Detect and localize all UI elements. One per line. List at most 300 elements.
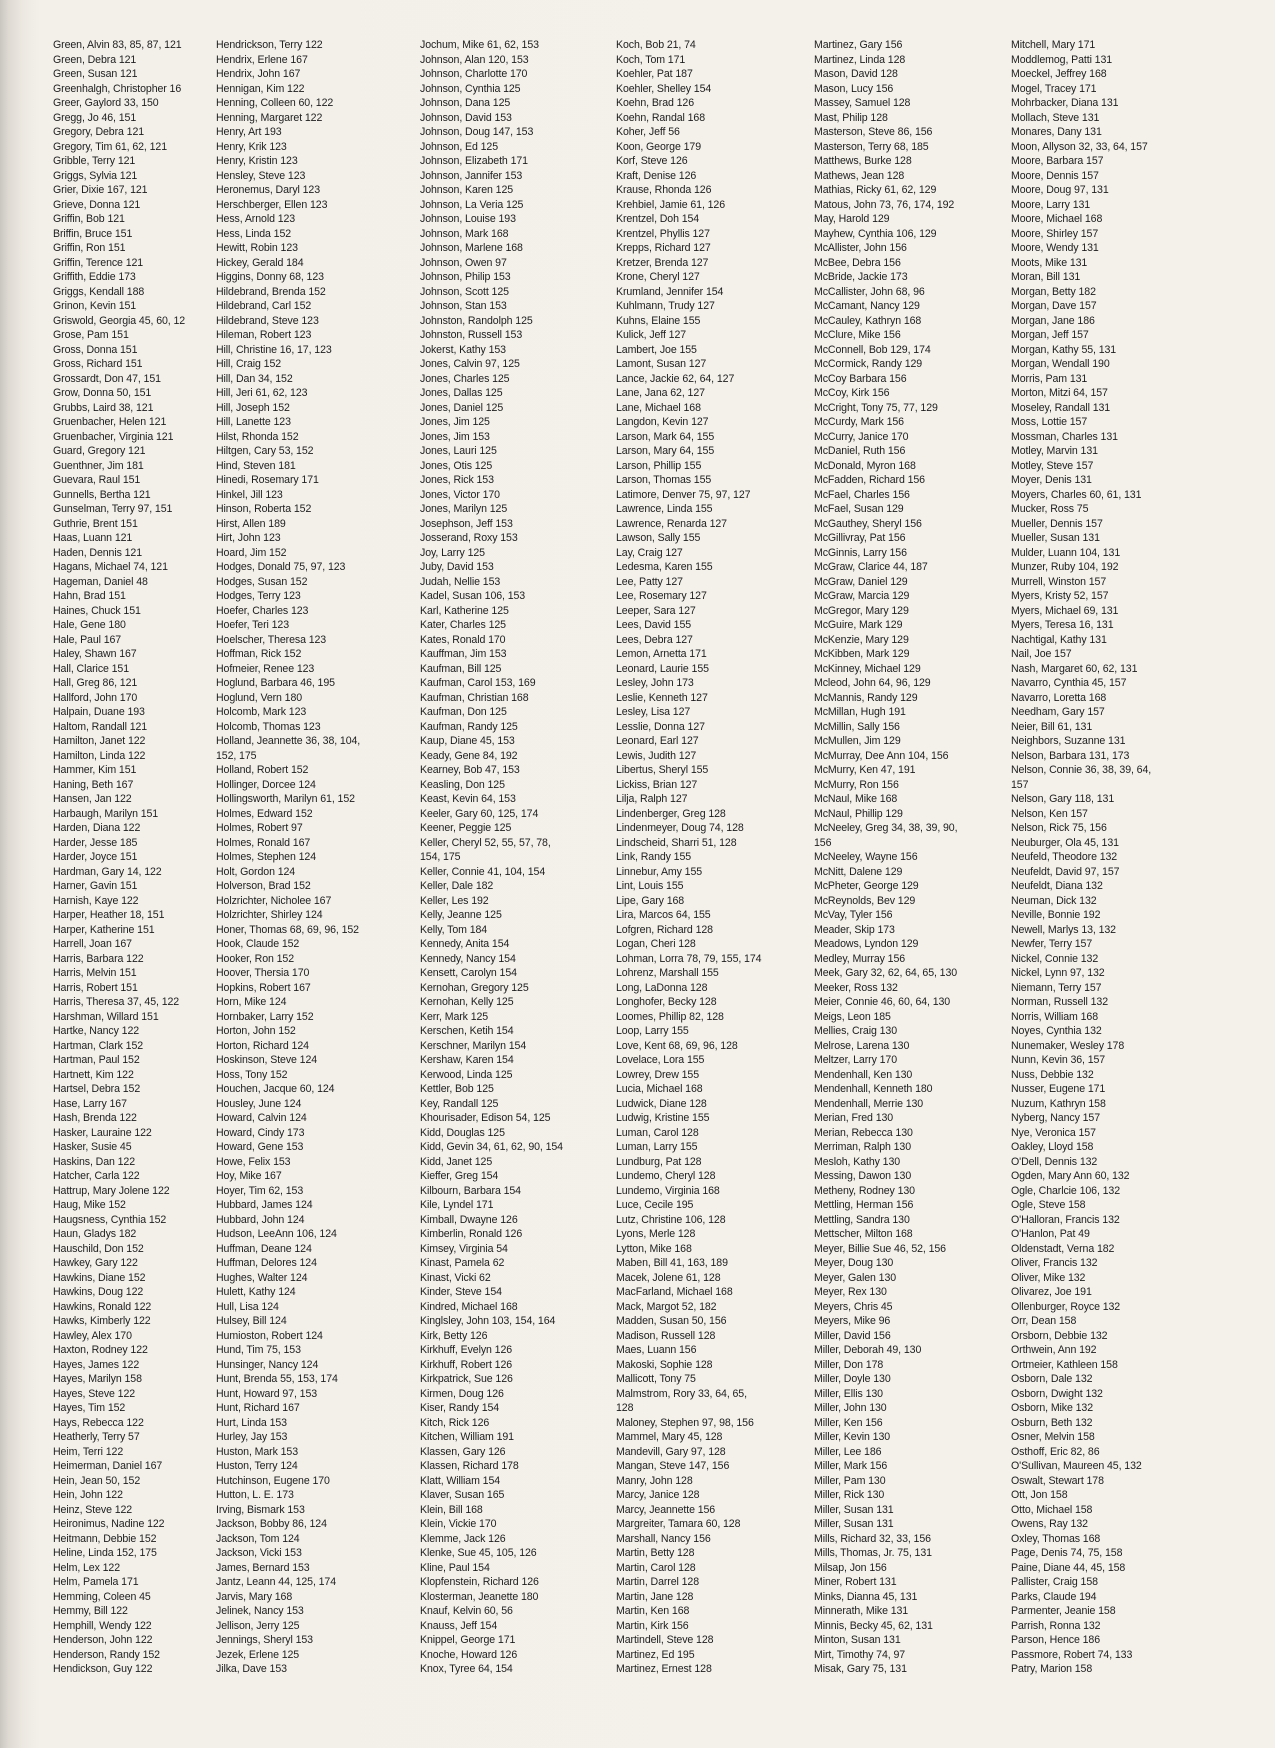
index-entry: Grieve, Donna 121 [53, 198, 141, 211]
index-entry: Hartnett, Kim 122 [53, 1068, 134, 1081]
index-entry: Hamilton, Linda 122 [53, 749, 146, 762]
index-entry: Mendenhall, Merrie 130 [814, 1097, 924, 1110]
index-entry: Nusser, Eugene 171 [1011, 1083, 1106, 1095]
index-entry: Mueller, Susan 131 [1011, 532, 1100, 544]
index-entry: MacFarland, Michael 168 [616, 1286, 733, 1298]
index-entry: Mueller, Dennis 157 [1011, 517, 1103, 530]
index-entry: Kinder, Steve 154 [420, 1286, 502, 1298]
index-entry: Morgan, Jeff 157 [1011, 329, 1089, 341]
index-entry: Martin, Ken 168 [616, 1605, 690, 1617]
index-entry: Mandevill, Gary 97, 128 [616, 1445, 726, 1458]
index-entry: Heline, Linda 152, 175 [53, 1547, 157, 1559]
index-entry: Mellies, Craig 130 [814, 1025, 897, 1037]
index-entry: Johnston, Randolph 125 [420, 314, 533, 327]
index-entry: Hayes, Steve 122 [53, 1387, 136, 1400]
index-entry: Jones, Calvin 97, 125 [420, 358, 520, 370]
index-entry: Kennedy, Anita 154 [420, 938, 510, 950]
index-entry: Lindenmeyer, Doug 74, 128 [616, 822, 744, 834]
index-entry: Needham, Gary 157 [1011, 706, 1105, 718]
index-entry: Kaufman, Carol 153, 169 [420, 677, 536, 689]
index-entry: Kershaw, Karen 154 [420, 1054, 514, 1066]
index-entry: Key, Randall 125 [420, 1097, 499, 1110]
index-entry: Hinedi, Rosemary 171 [216, 474, 319, 486]
index-entry: Lambert, Joe 155 [616, 343, 697, 356]
index-entry: Jones, Jim 153 [420, 430, 490, 443]
index-entry: Mettscher, Milton 168 [814, 1228, 913, 1240]
index-entry: Guenthner, Jim 181 [53, 459, 144, 472]
index-entry: Nail, Joe 157 [1011, 648, 1072, 660]
index-entry: Keasling, Don 125 [420, 778, 505, 791]
index-entry: Lane, Jana 62, 127 [616, 387, 705, 399]
index-entry: Madison, Russell 128 [616, 1329, 716, 1342]
index-entry: Hunt, Howard 97, 153 [216, 1387, 318, 1400]
index-entry: Kirkhuff, Evelyn 126 [420, 1344, 513, 1356]
index-entry: Harper, Heather 18, 151 [53, 909, 165, 921]
index-entry: Kadel, Susan 106, 153 [420, 590, 526, 602]
index-entry: McGraw, Daniel 129 [814, 575, 908, 588]
index-entry: Koehler, Shelley 154 [616, 82, 712, 95]
index-entry: Jackson, Vicki 153 [216, 1547, 302, 1559]
index-entry: Ollenburger, Royce 132 [1011, 1300, 1121, 1313]
index-entry: Griffin, Bob 121 [53, 213, 125, 225]
index-entry: McGillivray, Pat 156 [814, 532, 906, 544]
index-entry: Hileman, Robert 123 [216, 329, 312, 341]
index-entry: Murrell, Winston 157 [1011, 575, 1107, 588]
index-entry: Otto, Michael 158 [1011, 1503, 1093, 1516]
index-entry: Koehn, Brad 126 [616, 97, 695, 109]
index-entry: Gregory, Tim 61, 62, 121 [53, 140, 167, 153]
index-entry: Huston, Terry 124 [216, 1460, 298, 1472]
index-entry: Misak, Gary 75, 131 [814, 1663, 907, 1675]
index-entry: Hemming, Coleen 45 [53, 1590, 151, 1603]
index-entry: Kirkhuff, Robert 126 [420, 1358, 513, 1371]
index-entry: Mogel, Tracey 171 [1011, 82, 1097, 95]
index-entry: Horton, John 152 [216, 1025, 296, 1037]
index-entry: McAllister, John 156 [814, 242, 907, 254]
index-entry: Meyers, Chris 45 [814, 1300, 893, 1313]
index-entry: Heronemus, Daryl 123 [216, 184, 320, 196]
index-entry: Hiltgen, Cary 53, 152 [216, 445, 314, 457]
index-entry: Kensett, Carolyn 154 [420, 967, 517, 979]
index-entry: Heatherly, Terry 57 [53, 1431, 140, 1443]
index-entry: Lohrenz, Marshall 155 [616, 967, 719, 979]
index-entry: Kretzer, Brenda 127 [616, 256, 709, 269]
index-entry: Hartman, Clark 152 [53, 1039, 144, 1052]
index-entry: Gross, Donna 151 [53, 343, 138, 356]
index-entry: Lewis, Judith 127 [616, 749, 697, 762]
index-entry: Meyer, Rex 130 [814, 1286, 887, 1298]
index-entry: Martinez, Gary 156 [814, 39, 903, 51]
index-entry: Kettler, Bob 125 [420, 1083, 494, 1095]
index-entry: Linnebur, Amy 155 [616, 865, 703, 878]
index-entry: Hewitt, Robin 123 [216, 242, 298, 254]
index-entry: Karl, Katherine 125 [420, 604, 509, 617]
index-entry: Lira, Marcos 64, 155 [616, 909, 711, 921]
index-entry: Oxley, Thomas 168 [1011, 1532, 1101, 1545]
index-entry: Lesley, John 173 [616, 677, 694, 689]
index-entry: Moyers, Charles 60, 61, 131 [1011, 488, 1142, 501]
index-entry: Keller, Les 192 [420, 894, 489, 907]
index-entry: Hamilton, Janet 122 [53, 735, 146, 747]
index-entry: Kidd, Janet 125 [420, 1155, 493, 1168]
index-entry: Matthews, Burke 128 [814, 155, 912, 167]
index-entry: Khourisader, Edison 54, 125 [420, 1112, 551, 1124]
index-entry: Munzer, Ruby 104, 192 [1011, 561, 1119, 573]
index-entry: Macek, Jolene 61, 128 [616, 1271, 721, 1284]
index-entry: McConnell, Bob 129, 174 [814, 343, 931, 356]
index-entry: 154, 175 [420, 851, 461, 863]
index-entry: Haun, Gladys 182 [53, 1228, 137, 1240]
index-entry: Hoefer, Charles 123 [216, 604, 309, 617]
index-entry: Hauschild, Don 152 [53, 1242, 144, 1255]
index-entry: Hodges, Susan 152 [216, 575, 308, 588]
index-entry: Krehbiel, Jamie 61, 126 [616, 198, 726, 211]
index-entry: Johnson, Dana 125 [420, 97, 511, 109]
index-entry: Keady, Gene 84, 192 [420, 749, 518, 762]
index-entry: Myers, Teresa 16, 131 [1011, 619, 1114, 631]
index-entry: Moss, Lottie 157 [1011, 416, 1088, 428]
index-entry: Horn, Mike 124 [216, 996, 287, 1008]
index-entry: Hageman, Daniel 48 [53, 575, 148, 588]
index-entry: Johnson, Karen 125 [420, 184, 514, 196]
index-entry: Jezek, Erlene 125 [216, 1648, 300, 1661]
index-entry: Kirkpatrick, Sue 126 [420, 1373, 513, 1385]
index-entry: Holzrichter, Nicholee 167 [216, 894, 332, 907]
index-entry: Oldenstadt, Verna 182 [1011, 1242, 1115, 1255]
index-entry: Hartman, Paul 152 [53, 1054, 140, 1066]
index-entry: Henry, Krik 123 [216, 140, 287, 153]
index-entry: Larson, Mary 64, 155 [616, 445, 715, 457]
index-entry: Hill, Christine 16, 17, 123 [216, 343, 332, 356]
index-entry: Josephson, Jeff 153 [420, 517, 513, 530]
index-entry: Jochum, Mike 61, 62, 153 [420, 39, 539, 51]
index-entry: McMurry, Ron 156 [814, 778, 899, 791]
index-entry: Morgan, Jane 186 [1011, 314, 1095, 327]
index-entry: Kaufman, Randy 125 [420, 720, 518, 733]
index-entry: Mason, David 128 [814, 68, 898, 80]
index-entry: Nickel, Connie 132 [1011, 952, 1099, 965]
index-entry: Martindell, Steve 128 [616, 1634, 714, 1646]
index-entry: Hemmy, Bill 122 [53, 1605, 128, 1617]
index-entry: Parrish, Ronna 132 [1011, 1619, 1101, 1632]
index-entry: Monares, Dany 131 [1011, 126, 1102, 138]
index-entry: Nelson, Gary 118, 131 [1011, 793, 1115, 805]
index-entry: Kilbourn, Barbara 154 [420, 1184, 521, 1197]
index-entry: O'Hanlon, Pat 49 [1011, 1228, 1090, 1240]
index-entry: Hubbard, James 124 [216, 1199, 313, 1211]
index-entry: Lundemo, Cheryl 128 [616, 1170, 716, 1182]
index-entry: Jennings, Sheryl 153 [216, 1634, 313, 1646]
index-entry: Nelson, Ken 157 [1011, 807, 1088, 820]
index-entry: Griggs, Sylvia 121 [53, 169, 138, 182]
index-entry: Huffman, Deane 124 [216, 1242, 312, 1255]
index-entry: Harris, Robert 151 [53, 981, 138, 994]
index-entry: Johnson, Owen 97 [420, 256, 507, 269]
index-entry: Gruenbacher, Helen 121 [53, 416, 167, 428]
index-entry: Osburn, Beth 132 [1011, 1416, 1093, 1429]
index-entry: Henderson, Randy 152 [53, 1648, 160, 1661]
index-entry: Johnson, Mark 168 [420, 227, 509, 240]
index-entry: Niemann, Terry 157 [1011, 981, 1102, 994]
index-entry: Minks, Dianna 45, 131 [814, 1590, 918, 1603]
index-entry: Mills, Richard 32, 33, 156 [814, 1532, 931, 1545]
index-entry: Mills, Thomas, Jr. 75, 131 [814, 1547, 932, 1559]
index-entry: Lindenberger, Greg 128 [616, 807, 726, 820]
index-entry: Hawkins, Ronald 122 [53, 1300, 152, 1313]
index-entry: May, Harold 129 [814, 213, 890, 225]
index-entry: Kimsey, Virginia 54 [420, 1242, 508, 1255]
index-entry: Hein, Jean 50, 152 [53, 1474, 141, 1487]
index-entry: McPheter, George 129 [814, 880, 919, 892]
index-entry: Meigs, Leon 185 [814, 1010, 891, 1023]
index-entry: Gross, Richard 151 [53, 358, 143, 370]
index-entry: Martin, Carol 128 [616, 1561, 696, 1574]
index-entry: Madden, Susan 50, 156 [616, 1315, 727, 1327]
index-entry: McCormick, Randy 129 [814, 358, 923, 370]
index-entry: McDaniel, Ruth 156 [814, 445, 906, 457]
index-entry: McFael, Susan 129 [814, 503, 904, 515]
index-entry: Hahn, Brad 151 [53, 590, 126, 602]
index-entry: Lee, Patty 127 [616, 575, 683, 588]
index-entry: Kearney, Bob 47, 153 [420, 764, 520, 776]
index-entry: Hensley, Steve 123 [216, 169, 306, 182]
index-entry: McCright, Tony 75, 77, 129 [814, 401, 938, 414]
index-entry: Minnis, Becky 45, 62, 131 [814, 1619, 933, 1632]
index-entry: Morgan, Betty 182 [1011, 285, 1096, 298]
index-entry: Martin, Betty 128 [616, 1547, 695, 1559]
index-entry: Kerr, Mark 125 [420, 1010, 489, 1023]
index-entry: Hein, John 122 [53, 1489, 123, 1501]
index-entry: Hill, Craig 152 [216, 358, 282, 370]
index-entry: Lawson, Sally 155 [616, 532, 701, 544]
index-entry: Lipe, Gary 168 [616, 894, 685, 907]
index-entry: Patry, Marion 158 [1011, 1663, 1093, 1675]
index-entry: Kennedy, Nancy 154 [420, 952, 516, 965]
index-entry: Meyer, Billie Sue 46, 52, 156 [814, 1242, 946, 1255]
index-entry: Nunn, Kevin 36, 157 [1011, 1054, 1106, 1066]
index-entry: Ludwig, Kristine 155 [616, 1112, 710, 1124]
index-entry: Hoard, Jim 152 [216, 546, 287, 559]
index-entry: Haltom, Randall 121 [53, 720, 148, 733]
index-entry: McMillan, Hugh 191 [814, 706, 906, 718]
index-entry: Nickel, Lynn 97, 132 [1011, 967, 1105, 979]
index-entry: Johnson, David 153 [420, 111, 512, 124]
index-entry: McNitt, Dalene 129 [814, 865, 903, 878]
index-entry: Lyons, Merle 128 [616, 1228, 696, 1240]
index-entry: Miller, Rick 130 [814, 1489, 885, 1501]
index-entry: McFadden, Richard 156 [814, 474, 925, 486]
index-entry: Marshall, Nancy 156 [616, 1532, 711, 1545]
index-entry: Morgan, Dave 157 [1011, 300, 1097, 312]
index-column-6 [1011, 38, 1211, 1677]
index-entry: Luman, Larry 155 [616, 1141, 698, 1153]
index-entry: Henry, Kristin 123 [216, 155, 298, 167]
index-entry: Hurt, Linda 153 [216, 1416, 287, 1429]
index-entry: Jones, Lauri 125 [420, 445, 497, 457]
index-entry: Hopkins, Robert 167 [216, 981, 311, 994]
index-entry: Morgan, Kathy 55, 131 [1011, 343, 1117, 356]
index-entry: Lovelace, Lora 155 [616, 1054, 705, 1066]
index-entry: 156 [814, 836, 832, 849]
index-entry: McNeeley, Wayne 156 [814, 851, 918, 863]
index-entry: Moseley, Randall 131 [1011, 401, 1111, 414]
index-entry: Howard, Gene 153 [216, 1141, 304, 1153]
index-entry: Hurley, Jay 153 [216, 1431, 288, 1443]
index-entry: Kile, Lyndel 171 [420, 1199, 494, 1211]
index-entry: Lawrence, Renarda 127 [616, 517, 727, 530]
index-entry: Lucia, Michael 168 [616, 1083, 703, 1095]
index-entry: Kinast, Vicki 62 [420, 1271, 491, 1284]
index-entry: Miller, Doyle 130 [814, 1373, 891, 1385]
index-entry: Moore, Michael 168 [1011, 213, 1103, 225]
index-entry: McMannis, Randy 129 [814, 691, 918, 704]
index-entry: Logan, Cheri 128 [616, 938, 696, 950]
index-entry: Kline, Paul 154 [420, 1561, 490, 1574]
index-entry: Martin, Darrel 128 [616, 1576, 699, 1588]
index-entry: Kelly, Jeanne 125 [420, 909, 502, 921]
index-entry: Hagans, Michael 74, 121 [53, 561, 168, 573]
index-entry: McCoy Barbara 156 [814, 372, 907, 385]
index-entry: Nye, Veronica 157 [1011, 1126, 1096, 1139]
index-entry: Lilja, Ralph 127 [616, 793, 688, 805]
index-entry: Moore, Wendy 131 [1011, 242, 1099, 254]
index-entry: Neuman, Dick 132 [1011, 894, 1097, 907]
index-entry: Krumland, Jennifer 154 [616, 285, 724, 298]
index-entry: Oliver, Mike 132 [1011, 1271, 1086, 1284]
index-entry: Morton, Mitzi 64, 157 [1011, 387, 1108, 399]
index-entry: Hoover, Thersia 170 [216, 967, 310, 979]
index-entry: Holverson, Brad 152 [216, 880, 311, 892]
index-entry: Minnerath, Mike 131 [814, 1605, 909, 1617]
index-entry: Hallford, John 170 [53, 691, 138, 704]
index-entry: Harris, Melvin 151 [53, 967, 137, 979]
index-entry: Mendenhall, Ken 130 [814, 1068, 913, 1081]
index-entry: Knoche, Howard 126 [420, 1648, 518, 1661]
index-entry: McNaul, Phillip 129 [814, 807, 903, 820]
index-entry: Halpain, Duane 193 [53, 706, 145, 718]
index-entry: Norman, Russell 132 [1011, 996, 1109, 1008]
index-entry: Haskins, Dan 122 [53, 1155, 136, 1168]
index-entry: Marcy, Jeannette 156 [616, 1503, 716, 1516]
index-entry: Moon, Allyson 32, 33, 64, 157 [1011, 140, 1148, 153]
index-entry: Grossardt, Don 47, 151 [53, 372, 161, 385]
index-column-2 [216, 38, 396, 1677]
index-entry: Green, Susan 121 [53, 68, 138, 80]
index-entry: Merian, Rebecca 130 [814, 1126, 913, 1139]
index-entry: Hulett, Kathy 124 [216, 1286, 296, 1298]
index-entry: Holzrichter, Shirley 124 [216, 909, 323, 921]
index-entry: Keener, Peggie 125 [420, 822, 512, 834]
index-entry: McGraw, Marcia 129 [814, 590, 910, 602]
index-entry: Jokerst, Kathy 153 [420, 343, 506, 356]
index-entry: Koehn, Randal 168 [616, 111, 706, 124]
index-entry: McNeeley, Greg 34, 38, 39, 90, [814, 822, 958, 834]
index-entry: Mirt, Timothy 74, 97 [814, 1648, 906, 1661]
index-entry: McCurdy, Mark 156 [814, 416, 904, 428]
index-entry: Hoffman, Rick 152 [216, 648, 302, 660]
index-entry: Lundemo, Virginia 168 [616, 1184, 720, 1197]
index-entry: Griggs, Kendall 188 [53, 285, 145, 298]
index-entry: Ott, Jon 158 [1011, 1489, 1068, 1501]
index-entry: Noyes, Cynthia 132 [1011, 1025, 1102, 1037]
index-entry: Longhofer, Becky 128 [616, 996, 717, 1008]
index-entry: Hardman, Gary 14, 122 [53, 865, 162, 878]
index-entry: McReynolds, Bev 129 [814, 894, 916, 907]
index-entry: Nelson, Rick 75, 156 [1011, 822, 1107, 834]
index-entry: McBride, Jackie 173 [814, 271, 908, 283]
index-entry: Hoyer, Tim 62, 153 [216, 1184, 304, 1197]
index-entry: Kerschner, Marilyn 154 [420, 1039, 527, 1052]
index-entry: Hennigan, Kim 122 [216, 82, 305, 95]
index-entry: Helm, Pamela 171 [53, 1576, 139, 1588]
index-entry: Kidd, Douglas 125 [420, 1126, 505, 1139]
index-entry: Kraft, Denise 126 [616, 169, 697, 182]
index-entry: Mast, Philip 128 [814, 111, 888, 124]
index-entry: Hill, Joseph 152 [216, 401, 290, 414]
index-entry: Harshman, Willard 151 [53, 1010, 159, 1023]
index-entry: Krepps, Richard 127 [616, 242, 711, 254]
index-entry: Kulick, Jeff 127 [616, 329, 687, 341]
index-entry: Gunnells, Bertha 121 [53, 488, 151, 501]
index-entry: Knox, Tyree 64, 154 [420, 1663, 513, 1675]
index-entry: Johnson, Elizabeth 171 [420, 155, 528, 167]
index-entry: Ogle, Steve 158 [1011, 1199, 1086, 1211]
index-entry: Jackson, Tom 124 [216, 1532, 300, 1545]
index-entry: Henning, Colleen 60, 122 [216, 97, 334, 109]
index-entry: Newell, Marlys 13, 132 [1011, 923, 1116, 936]
index-entry: Owens, Ray 132 [1011, 1518, 1088, 1530]
index-entry: Grier, Dixie 167, 121 [53, 184, 148, 196]
index-entry: Makoski, Sophie 128 [616, 1358, 713, 1371]
index-entry: Olivarez, Joe 191 [1011, 1286, 1092, 1298]
index-entry: Griffith, Eddie 173 [53, 271, 136, 283]
index-entry: Miller, Mark 156 [814, 1460, 888, 1472]
index-entry: Morris, Pam 131 [1011, 372, 1088, 385]
index-entry: Harbaugh, Marilyn 151 [53, 807, 159, 820]
index-entry: Hoglund, Vern 180 [216, 691, 303, 704]
index-entry: Klaver, Susan 165 [420, 1489, 505, 1501]
index-entry: Meyers, Mike 96 [814, 1315, 891, 1327]
index-entry: Hutton, L. E. 173 [216, 1489, 294, 1501]
index-entry: Lindscheid, Sharri 51, 128 [616, 836, 737, 849]
index-entry: Orr, Dean 158 [1011, 1315, 1077, 1327]
index-entry: Parson, Hence 186 [1011, 1634, 1100, 1646]
index-entry: Passmore, Robert 74, 133 [1011, 1648, 1133, 1661]
index-entry: Gruenbacher, Virginia 121 [53, 430, 174, 443]
index-entry: Hoss, Tony 152 [216, 1068, 288, 1081]
index-entry: Hendrickson, Terry 122 [216, 39, 323, 51]
index-entry: Neufeld, Theodore 132 [1011, 851, 1118, 863]
index-entry: Hunt, Richard 167 [216, 1402, 300, 1414]
index-entry: Moddlemog, Patti 131 [1011, 53, 1113, 66]
index-entry: Hayes, James 122 [53, 1358, 140, 1371]
index-entry: Nash, Margaret 60, 62, 131 [1011, 662, 1138, 675]
index-entry: Moore, Dennis 157 [1011, 169, 1099, 182]
index-entry: Henning, Margaret 122 [216, 111, 323, 124]
index-entry: Merian, Fred 130 [814, 1112, 894, 1124]
index-entry: Lowrey, Drew 155 [616, 1068, 699, 1081]
index-entry: Leonard, Earl 127 [616, 735, 699, 747]
index-entry: Milsap, Jon 156 [814, 1561, 887, 1574]
index-entry: Jantz, Leann 44, 125, 174 [216, 1576, 337, 1588]
index-entry: Messing, Dawon 130 [814, 1170, 912, 1182]
index-entry: Larson, Thomas 155 [616, 474, 712, 486]
index-entry: Griffin, Terence 121 [53, 256, 144, 269]
index-entry: Howe, Felix 153 [216, 1155, 291, 1168]
index-entry: Ogle, Charlcie 106, 132 [1011, 1184, 1121, 1197]
index-entry: Kinglsley, John 103, 154, 164 [420, 1315, 556, 1327]
index-entry: Malmstrom, Rory 33, 64, 65, [616, 1387, 747, 1400]
